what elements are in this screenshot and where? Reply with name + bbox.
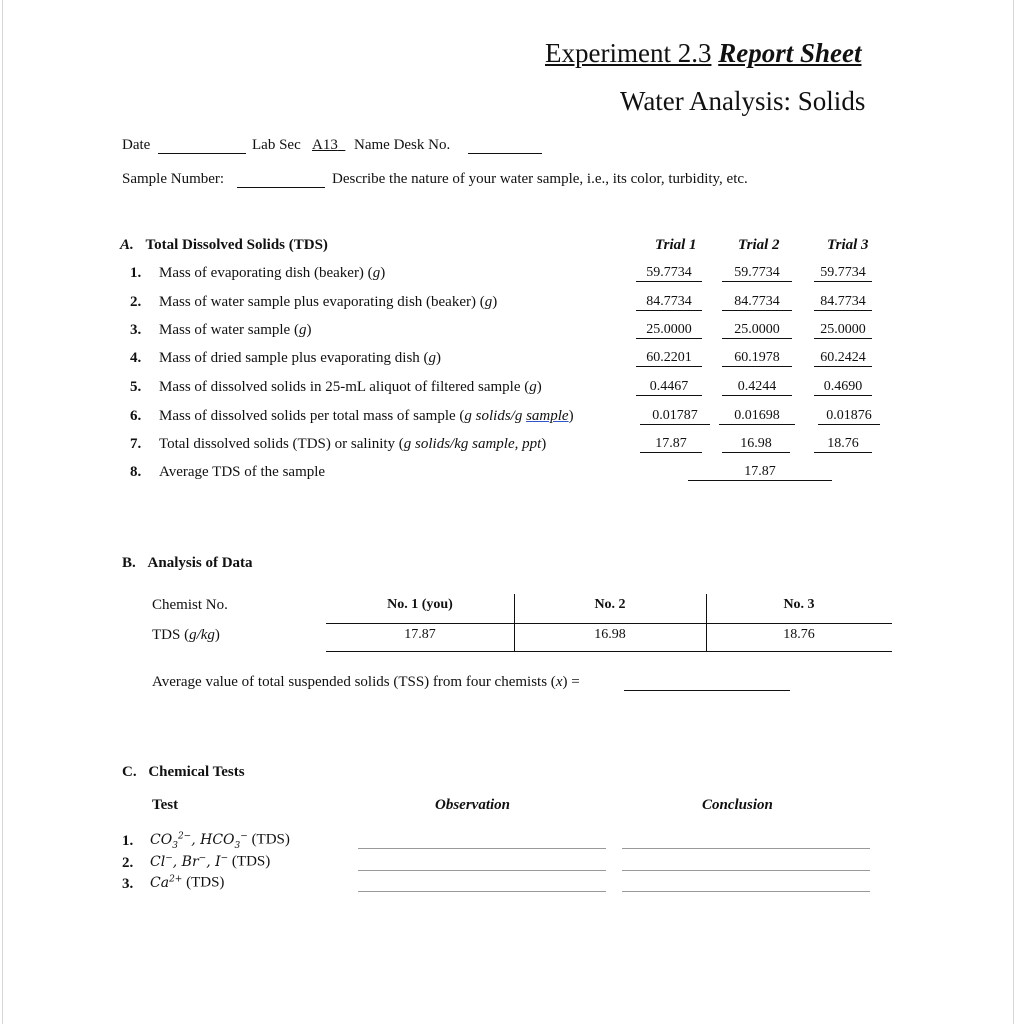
chemist-col-2: No. 2 bbox=[594, 597, 626, 612]
test-number: 3. bbox=[122, 876, 134, 892]
observation-header: Observation bbox=[435, 797, 510, 813]
tds-value-2[interactable]: 16.98 bbox=[594, 627, 626, 642]
tds-unit: g/kg bbox=[189, 627, 215, 643]
test-formula: Cl−, Br−, I− (TDS) bbox=[150, 853, 271, 870]
avg-tss-suffix: ) = bbox=[562, 674, 580, 690]
row-unit: g solids/kg sample, ppt bbox=[403, 436, 542, 452]
trial-2-value[interactable]: 59.7734 bbox=[722, 265, 792, 282]
row-label-text: Total dissolved solids (TDS) or salinity ( bbox=[159, 436, 404, 452]
table-bottom-rule bbox=[326, 651, 892, 652]
row-label-text: Mass of dissolved solids in 25-mL aliquot of filtered sample ( bbox=[159, 379, 530, 395]
chemist-no-label: Chemist No. bbox=[152, 597, 228, 613]
conclusion-field[interactable] bbox=[622, 870, 870, 871]
trial-2-value[interactable]: 60.1978 bbox=[722, 350, 792, 367]
table-col-divider bbox=[706, 594, 707, 652]
row-number: 1. bbox=[130, 265, 142, 281]
tds-value-1[interactable]: 17.87 bbox=[404, 627, 436, 642]
row-unit: g bbox=[529, 379, 537, 395]
tds-label-suffix: ) bbox=[214, 627, 220, 643]
row-label-text: Mass of water sample ( bbox=[159, 322, 299, 338]
trial-1-header: Trial 1 bbox=[655, 237, 697, 253]
trial-2-value[interactable]: 0.4244 bbox=[722, 379, 792, 396]
section-b-letter: B. bbox=[122, 555, 136, 571]
row-unit-sample: sample bbox=[526, 408, 569, 424]
average-tds-value[interactable]: 17.87 bbox=[688, 464, 832, 481]
row-unit: g bbox=[484, 294, 493, 310]
row-number: 2. bbox=[130, 294, 142, 310]
test-tail: (TDS) bbox=[251, 831, 290, 848]
conclusion-header: Conclusion bbox=[702, 797, 773, 813]
row-label-text: Mass of dried sample plus evaporating dish ( bbox=[159, 350, 429, 366]
trial-3-value[interactable]: 0.4690 bbox=[814, 379, 872, 396]
row-tail: ) bbox=[536, 379, 542, 395]
row-label: Average TDS of the sample bbox=[159, 464, 326, 480]
row-number: 7. bbox=[130, 436, 142, 452]
trial-1-value[interactable]: 84.7734 bbox=[636, 294, 702, 311]
test-formula: $Ca^{2+}$ (TDS) bbox=[150, 874, 225, 891]
report-subtitle: Water Analysis: Solids bbox=[620, 86, 866, 116]
sample-number-field[interactable] bbox=[237, 187, 325, 188]
row-tail: ) bbox=[541, 436, 547, 452]
lab-sec-value[interactable] bbox=[312, 137, 345, 154]
trial-3-value[interactable]: 59.7734 bbox=[814, 265, 872, 282]
chemist-col-3: No. 3 bbox=[783, 597, 815, 612]
trial-2-value[interactable]: 25.0000 bbox=[722, 322, 792, 339]
observation-field[interactable] bbox=[358, 891, 606, 892]
trial-3-value[interactable]: 60.2424 bbox=[814, 350, 872, 367]
section-c-letter: C. bbox=[122, 764, 137, 780]
trial-2-value[interactable]: 84.7734 bbox=[722, 294, 792, 311]
row-label bbox=[159, 379, 542, 396]
tds-value-3[interactable]: 18.76 bbox=[783, 627, 815, 642]
observation-field[interactable] bbox=[358, 870, 606, 871]
trial-1-value[interactable]: 0.4467 bbox=[636, 379, 702, 396]
test-tail: (TDS) bbox=[231, 853, 271, 870]
section-c-title: Chemical Tests bbox=[148, 764, 245, 780]
desk-no-field[interactable] bbox=[468, 153, 542, 154]
lab-sec-value-text: A13 bbox=[312, 137, 338, 153]
row-label bbox=[159, 436, 546, 453]
row-label bbox=[159, 408, 574, 425]
trial-2-header: Trial 2 bbox=[738, 237, 780, 253]
row-unit: g solids/g bbox=[464, 408, 527, 424]
section-a-letter: A. bbox=[120, 237, 134, 253]
chemist-col-1: No. 1 (you) bbox=[387, 597, 453, 612]
trial-1-value[interactable]: 0.01787 bbox=[640, 408, 710, 425]
row-label-text: Mass of evaporating dish (beaker) ( bbox=[159, 265, 373, 281]
report-title bbox=[545, 38, 861, 69]
row-number: 5. bbox=[130, 379, 142, 395]
trial-3-value[interactable]: 18.76 bbox=[814, 436, 872, 453]
row-number: 4. bbox=[130, 350, 142, 366]
row-label bbox=[159, 350, 441, 367]
row-number: 3. bbox=[130, 322, 142, 338]
test-number: 1. bbox=[122, 833, 134, 849]
date-label: Date bbox=[122, 137, 151, 153]
lab-sec-label: Lab Sec bbox=[252, 137, 301, 153]
sample-number-label: Sample Number: bbox=[122, 171, 225, 187]
trial-1-value[interactable]: 25.0000 bbox=[636, 322, 702, 339]
trial-1-value[interactable]: 17.87 bbox=[640, 436, 702, 453]
conclusion-field[interactable] bbox=[622, 891, 870, 892]
table-divider bbox=[326, 623, 892, 624]
observation-field[interactable] bbox=[358, 848, 606, 849]
title-prefix: Experiment 2.3 bbox=[545, 38, 712, 68]
test-formula: $CO_3^{2-}$, $HCO_3^-$ (TDS) bbox=[150, 831, 290, 851]
section-b-heading bbox=[122, 555, 253, 572]
row-label bbox=[159, 294, 497, 311]
avg-tss-text bbox=[152, 674, 580, 691]
trial-1-value[interactable]: 59.7734 bbox=[636, 265, 702, 282]
tds-row-label bbox=[152, 627, 220, 644]
trial-2-value[interactable]: 0.01698 bbox=[719, 408, 795, 425]
test-number: 2. bbox=[122, 855, 134, 871]
row-label bbox=[159, 265, 385, 282]
row-tail: ) bbox=[492, 294, 498, 310]
tds-label-prefix: TDS ( bbox=[152, 627, 190, 643]
row-tail: ) bbox=[306, 322, 312, 338]
row-tail: ) bbox=[568, 408, 574, 424]
section-b-title: Analysis of Data bbox=[147, 555, 253, 571]
avg-tss-prefix: Average value of total suspended solids (TSS) from four chemists ( bbox=[152, 674, 556, 690]
describe-text: Describe the nature of your water sample, i.e., its color, turbidity, etc. bbox=[332, 171, 748, 187]
trial-3-header: Trial 3 bbox=[827, 237, 869, 253]
row-tail: ) bbox=[436, 350, 442, 366]
title-suffix: Report Sheet bbox=[718, 38, 862, 68]
row-unit: g bbox=[298, 322, 307, 338]
row-unit: g bbox=[372, 265, 381, 281]
trial-2-value[interactable]: 16.98 bbox=[722, 436, 790, 453]
date-field[interactable] bbox=[158, 153, 246, 154]
trial-3-value[interactable]: 25.0000 bbox=[814, 322, 872, 339]
row-number: 8. bbox=[130, 464, 142, 480]
row-label bbox=[159, 322, 311, 339]
trial-3-value[interactable]: 0.01876 bbox=[818, 408, 880, 425]
avg-tss-var: x bbox=[555, 674, 563, 690]
avg-tss-field[interactable] bbox=[624, 690, 790, 691]
name-desk-label: Name Desk No. bbox=[354, 137, 451, 153]
row-tail: ) bbox=[380, 265, 386, 281]
section-c-heading bbox=[122, 764, 245, 781]
section-a-title: Total Dissolved Solids (TDS) bbox=[145, 237, 328, 253]
row-unit: g bbox=[428, 350, 437, 366]
test-tail: (TDS) bbox=[186, 874, 225, 891]
section-a-heading bbox=[120, 237, 328, 254]
trial-1-value[interactable]: 60.2201 bbox=[636, 350, 702, 367]
row-number: 6. bbox=[130, 408, 142, 424]
row-label-text: Mass of water sample plus evaporating dish (beaker) ( bbox=[159, 294, 485, 310]
test-header: Test bbox=[152, 797, 179, 813]
trial-3-value[interactable]: 84.7734 bbox=[814, 294, 872, 311]
row-label-text: Mass of dissolved solids per total mass of sample ( bbox=[159, 408, 465, 424]
conclusion-field[interactable] bbox=[622, 848, 870, 849]
table-col-divider bbox=[514, 594, 515, 652]
